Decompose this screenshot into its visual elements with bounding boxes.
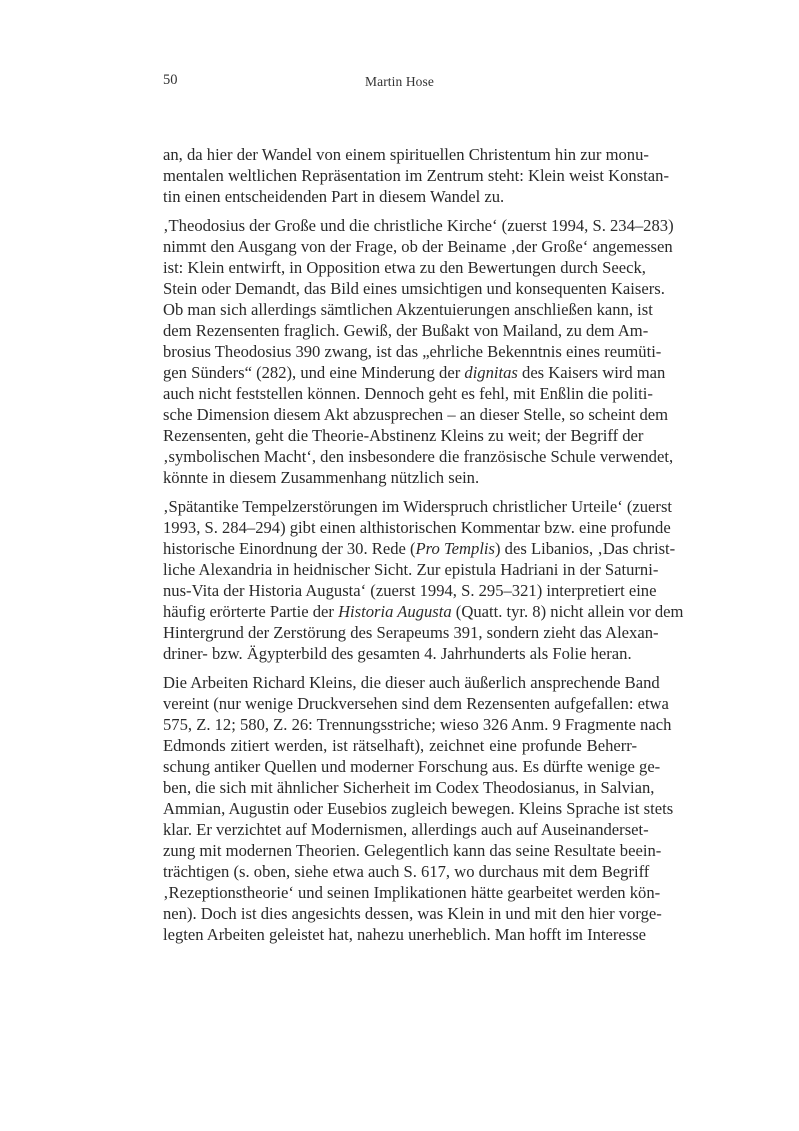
text-line: Ammian, Augustin oder Eusebios zugleich bewegen. Kleins Sprache ist stets [163, 799, 674, 818]
text-line: ‚Spätantike Tempelzerstörungen im Widerspruch christlicher Urteile‘ (zuerst [163, 497, 673, 516]
text-line: liche Alexandria in heidnischer Sicht. Zur epistula Hadriani in der Saturni- [163, 560, 659, 579]
text-line: sche Dimension diesem Akt abzusprechen – an dieser Stelle, so scheint dem [163, 405, 669, 424]
text-line: schung antiker Quellen und moderner Forschung aus. Es dürfte wenige ge- [163, 757, 661, 776]
text-line: häufig erörterte Partie der Historia Augusta (Quatt. tyr. 8) nicht allein vor dem [163, 602, 684, 621]
text-line: mentalen weltlichen Repräsentation im Zentrum steht: Klein weist Konstan- [163, 166, 669, 185]
text-line: Rezensenten, geht die Theorie-Abstinenz Kleins zu weit; der Begriff der [163, 426, 644, 445]
text-line: ‚symbolischen Macht‘, den insbesondere die französische Schule verwendet, [163, 447, 674, 466]
text-line: nimmt den Ausgang von der Frage, ob der Beiname ‚der Große‘ angemessen [163, 237, 673, 256]
text-line: 1993, S. 284–294) gibt einen althistorischen Kommentar bzw. eine profunde [163, 518, 671, 537]
text-line: zung mit modernen Theorien. Gelegentlich kann das seine Resultate beein- [163, 841, 662, 860]
text-line: Stein oder Demandt, das Bild eines umsichtigen und konsequenten Kaisers. [163, 279, 665, 298]
text-line: gen Sünders“ (282), und eine Minderung der dignitas des Kaisers wird man [163, 363, 666, 382]
text-line: 575, Z. 12; 580, Z. 26: Trennungsstriche; wieso 326 Anm. 9 Fragmente nach [163, 715, 672, 734]
text-line: ben, die sich mit ähnlicher Sicherheit im Codex Theodosianus, in Salvian, [163, 778, 655, 797]
text-line: trächtigen (s. oben, siehe etwa auch S. 617, wo durchaus mit dem Begriff [163, 862, 650, 881]
text-line: Hintergrund der Zerstörung des Serapeums 391, sondern zieht das Alexan- [163, 623, 659, 642]
page-number: 50 [163, 72, 178, 88]
italic-term: Pro Templis [415, 539, 495, 558]
italic-term: Historia Augusta [338, 602, 452, 621]
text-line: vereint (nur wenige Druckversehen sind dem Rezensenten aufgefallen: etwa [163, 694, 669, 713]
text-line: dem Rezensenten fraglich. Gewiß, der Bußakt von Mailand, zu dem Am- [163, 321, 649, 340]
text-line: Die Arbeiten Richard Kleins, die dieser auch äußerlich ansprechende Band [163, 673, 660, 692]
paragraph [163, 672, 674, 945]
text-line: ist: Klein entwirft, in Opposition etwa zu den Bewertungen durch Seeck, [163, 258, 646, 277]
body-text [163, 144, 684, 953]
text-line: legten Arbeiten geleistet hat, nahezu unerheblich. Man hofft im Interesse [163, 925, 647, 944]
text-line: historische Einordnung der 30. Rede (Pro Templis) des Libanios, ‚Das christ- [163, 539, 676, 558]
text-line: nus-Vita der Historia Augusta‘ (zuerst 1994, S. 295–321) interpretiert eine [163, 581, 657, 600]
text-line: brosius Theodosius 390 zwang, ist das „ehrliche Bekenntnis eines reumüti- [163, 342, 662, 361]
text-line: nen). Doch ist dies angesichts dessen, was Klein in und mit den hier vorge- [163, 904, 662, 923]
text-line: auch nicht feststellen können. Dennoch geht es fehl, mit Enßlin die politi- [163, 384, 653, 403]
text-line: könnte in diesem Zusammenhang nützlich sein. [163, 468, 480, 487]
text-line: an, da hier der Wandel von einem spirituellen Christentum hin zur monu- [163, 145, 649, 164]
text-line: klar. Er verzichtet auf Modernismen, allerdings auch auf Auseinanderset- [163, 820, 649, 839]
text-line: ‚Theodosius der Große und die christliche Kirche‘ (zuerst 1994, S. 234–283) [163, 216, 674, 235]
text-line: ‚Rezeptionstheorie‘ und seinen Implikationen hätte gearbeitet werden kön- [163, 883, 661, 902]
text-line: tin einen entscheidenden Part in diesem Wandel zu. [163, 187, 505, 206]
running-head: Martin Hose [365, 74, 434, 89]
paragraph [163, 496, 684, 664]
paragraph [163, 215, 674, 488]
text-line: driner- bzw. Ägypterbild des gesamten 4. Jahrhunderts als Folie heran. [163, 644, 632, 663]
text-line: Edmonds zitiert werden, ist rätselhaft), zeichnet eine profunde Beherr- [163, 736, 637, 755]
paragraph [163, 144, 669, 207]
italic-term: dignitas [464, 363, 518, 382]
text-line: Ob man sich allerdings sämtlichen Akzentuierungen anschließen kann, ist [163, 300, 653, 319]
